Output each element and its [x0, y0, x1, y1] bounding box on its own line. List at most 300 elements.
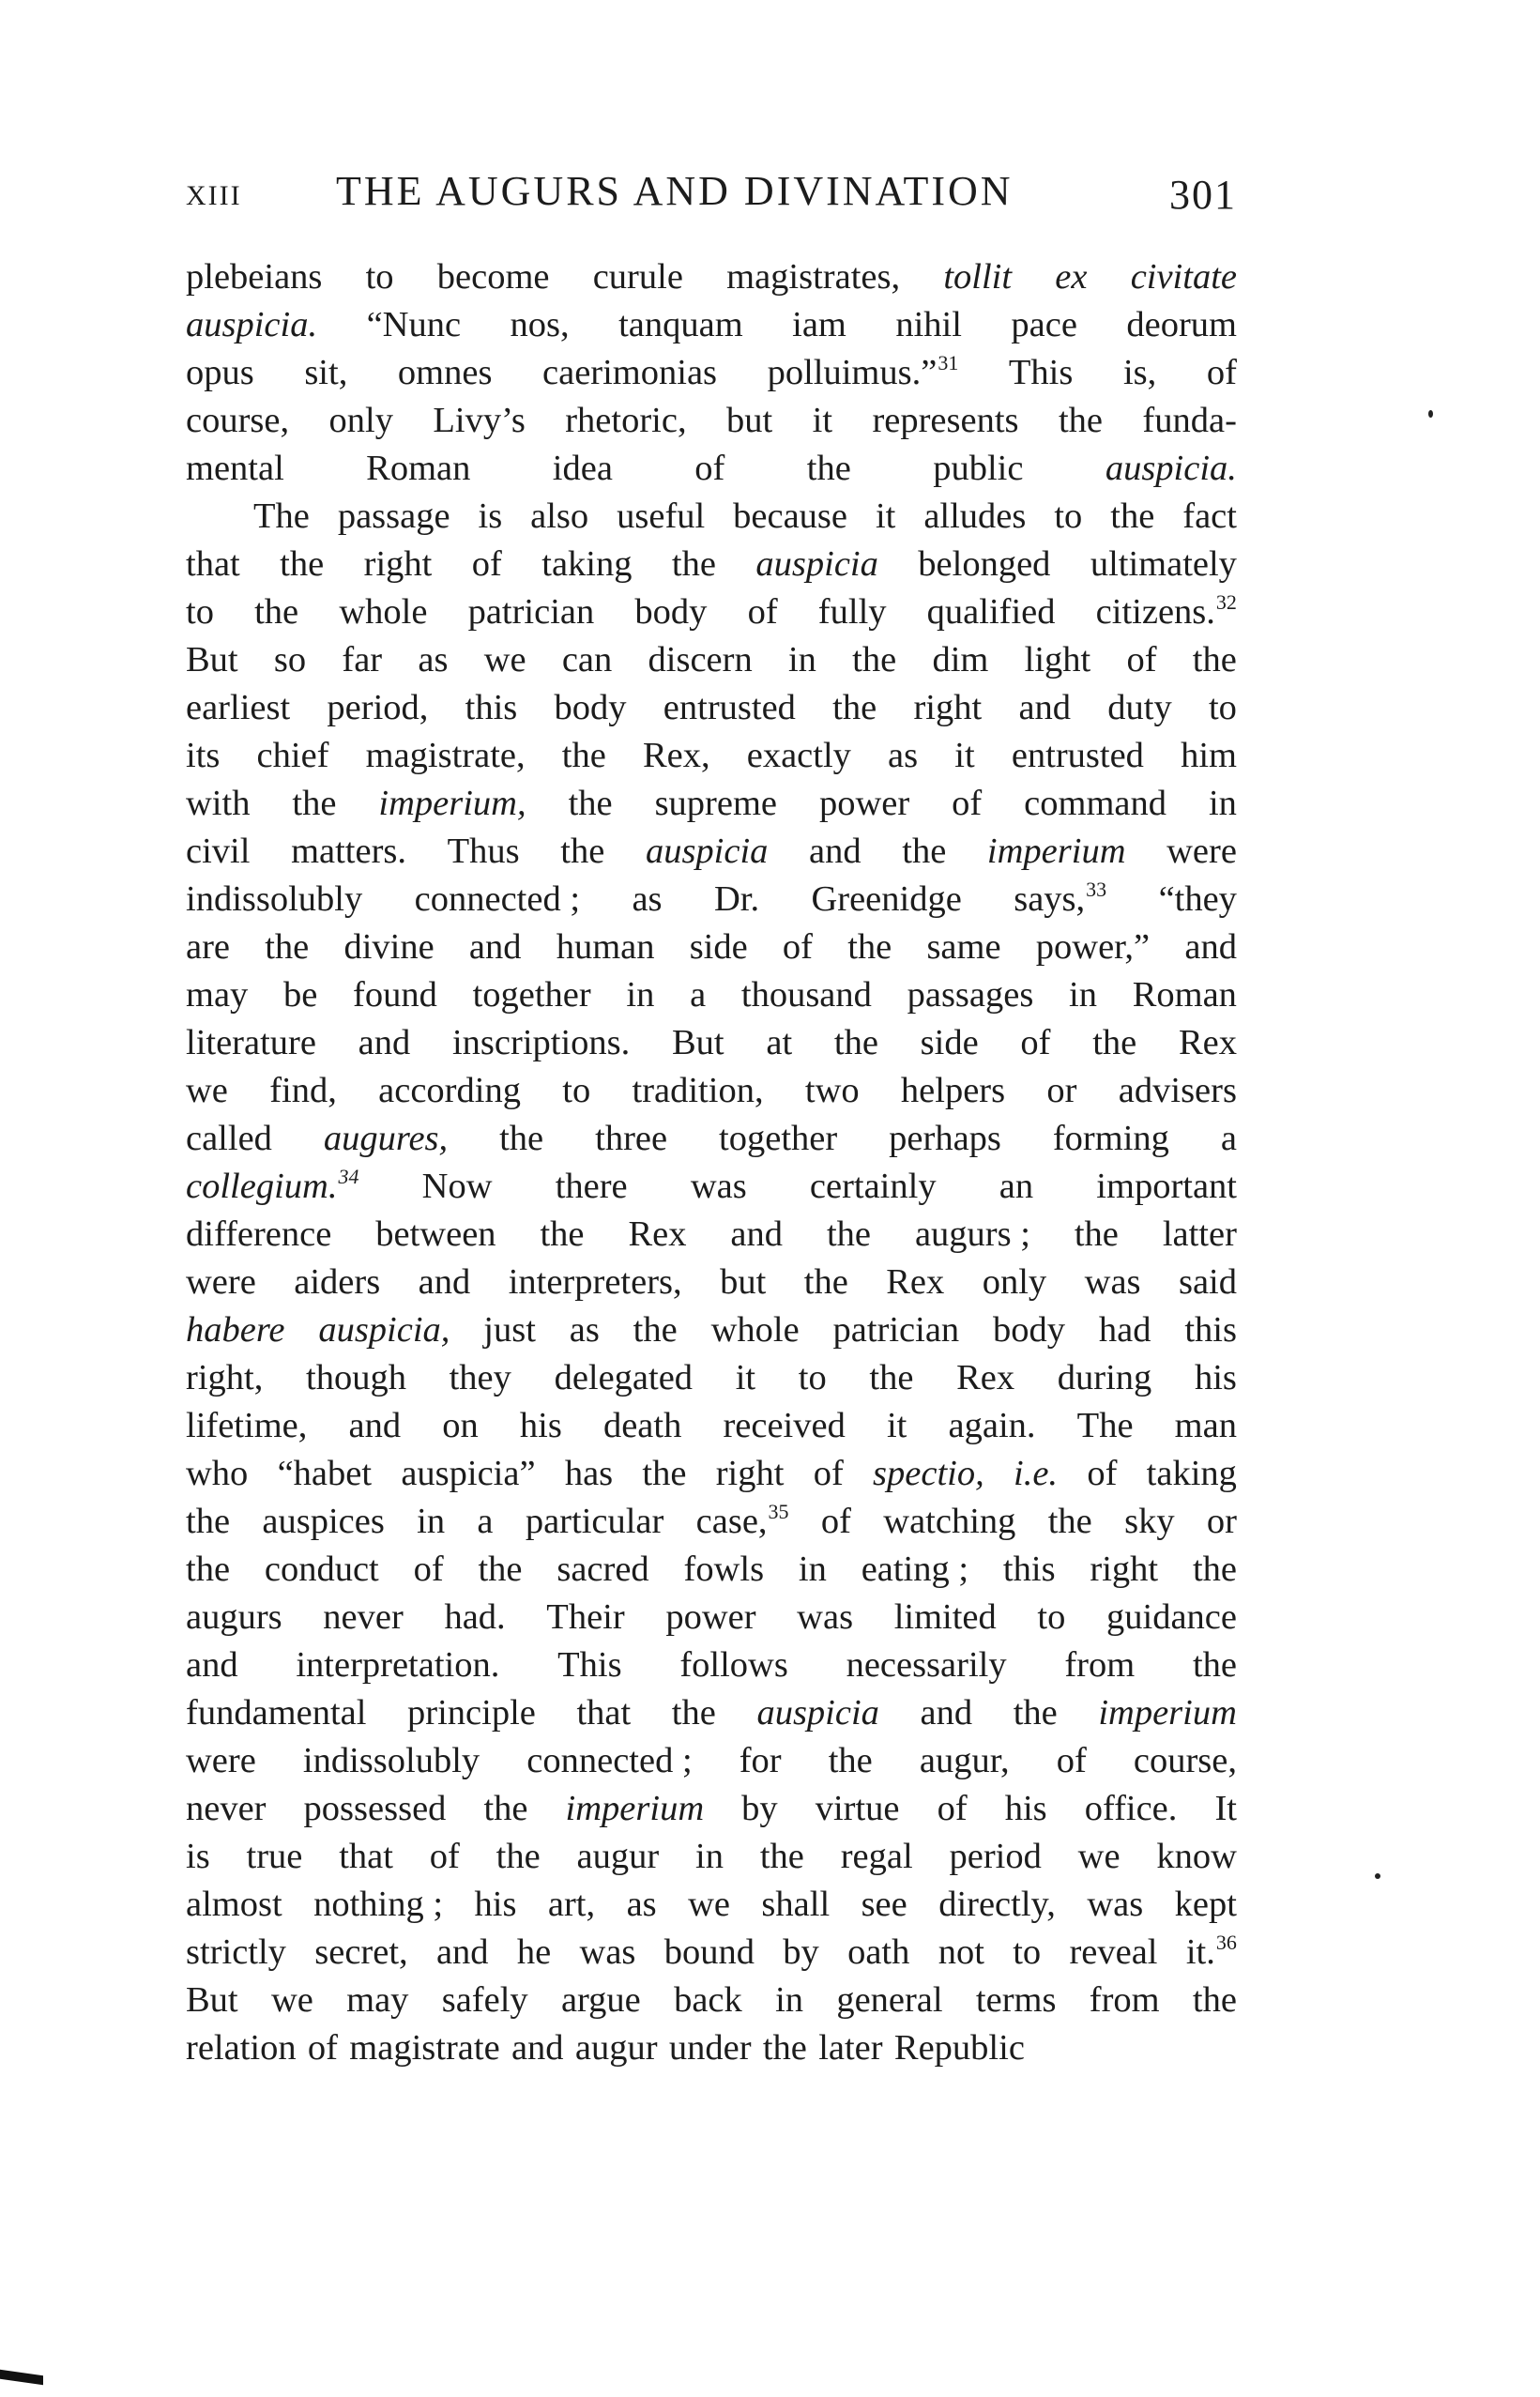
word-text: side — [920, 1023, 979, 1062]
word-text: conduct — [264, 1550, 379, 1589]
word-text: there — [555, 1167, 628, 1206]
word — [987, 828, 1126, 876]
text-line — [186, 876, 1237, 924]
word-text: and — [511, 2028, 564, 2068]
word-text: side — [689, 927, 748, 967]
word — [938, 1929, 984, 1977]
print-speck — [1428, 410, 1433, 418]
word — [883, 1498, 1015, 1546]
word-text: later — [818, 2028, 883, 2068]
footnote-ref: 31 — [938, 351, 959, 374]
word — [907, 971, 1034, 1019]
word — [186, 1881, 282, 1929]
word — [1078, 1833, 1121, 1881]
word-text: just — [483, 1310, 536, 1350]
word-text: that — [186, 544, 240, 584]
word-text: directly, — [938, 1885, 1056, 1924]
word — [1184, 924, 1237, 971]
word-text: auspicia — [755, 544, 878, 584]
word-text: on — [442, 1406, 479, 1445]
word-text: of — [471, 544, 502, 584]
word — [375, 1211, 496, 1259]
word — [805, 1067, 860, 1115]
word-text: qualified — [926, 592, 1056, 632]
word-text: as — [626, 1885, 657, 1924]
word-text: because — [733, 496, 848, 536]
word-text: the — [560, 832, 605, 871]
word — [1024, 780, 1166, 828]
word-text: iam — [792, 305, 846, 344]
word-text: be — [283, 975, 318, 1015]
word — [1193, 636, 1237, 684]
word-text: back — [674, 1980, 742, 2020]
word-text: the — [633, 1310, 678, 1350]
word-text: particular — [525, 1502, 664, 1541]
word — [186, 780, 250, 828]
word — [888, 732, 918, 780]
word — [1005, 1785, 1047, 1833]
text-line — [186, 971, 1237, 1019]
word — [741, 1785, 778, 1833]
word — [469, 924, 522, 971]
word-text: the — [1013, 1693, 1058, 1733]
word-text: almost — [186, 1885, 282, 1924]
word-text: together — [472, 975, 591, 1015]
text-line — [186, 1306, 1237, 1354]
word — [716, 1450, 785, 1498]
word-text: The — [253, 496, 310, 536]
word — [349, 2024, 499, 2072]
word — [1193, 1546, 1237, 1594]
word — [632, 876, 662, 924]
word-text: this — [1002, 1550, 1056, 1589]
word-text: the — [833, 1023, 878, 1062]
word-text: But — [672, 1023, 724, 1062]
word-text: three — [595, 1119, 668, 1158]
word — [1123, 349, 1156, 397]
word — [349, 1402, 402, 1450]
word — [560, 828, 604, 876]
word — [306, 1354, 406, 1402]
word-text: imperium — [565, 1789, 705, 1828]
word — [1098, 1689, 1237, 1737]
word-text: habere — [186, 1310, 285, 1350]
word — [1175, 1402, 1237, 1450]
word — [262, 1498, 384, 1546]
word-text: important — [1096, 1167, 1237, 1206]
text-line — [186, 1594, 1237, 1641]
word-text: Rex — [956, 1358, 1015, 1397]
word-text: to — [186, 592, 214, 632]
word — [1181, 732, 1237, 780]
word-text: thousand — [740, 975, 872, 1015]
word — [1059, 397, 1103, 445]
word-text: it. — [1185, 1932, 1215, 1972]
word — [921, 1019, 979, 1067]
word — [755, 541, 877, 588]
word-text: power,” — [1035, 927, 1151, 967]
word — [1009, 349, 1073, 397]
word-text: him — [1181, 736, 1237, 775]
word-text: Rex — [886, 1262, 945, 1302]
word — [566, 1785, 705, 1833]
word — [274, 636, 306, 684]
word — [499, 1115, 543, 1163]
word-text: with — [186, 784, 251, 823]
word-text: is — [186, 1837, 210, 1876]
word-text: connected ; — [526, 1741, 693, 1780]
word — [690, 924, 748, 971]
word-text: or — [1206, 1502, 1237, 1541]
word — [542, 349, 717, 397]
word-text: the — [1110, 496, 1155, 536]
word — [186, 445, 284, 493]
word-text: from — [1064, 1645, 1136, 1685]
word — [1221, 1115, 1237, 1163]
word — [1014, 1689, 1058, 1737]
word-text: ex — [1055, 257, 1088, 297]
scan-edge-mark — [0, 2370, 43, 2385]
word — [889, 1115, 1001, 1163]
word-text: to — [1054, 496, 1083, 536]
word — [642, 1450, 686, 1498]
word-text: may — [186, 975, 249, 1015]
word — [810, 1163, 937, 1211]
word-text: entrusted — [1011, 736, 1144, 775]
word-text: civil — [186, 832, 251, 871]
word-text: only — [328, 401, 393, 440]
word — [1057, 1737, 1087, 1785]
word-text: it — [812, 401, 833, 440]
word-text: indissolubly — [302, 1741, 480, 1780]
word-text: the — [568, 784, 613, 823]
word-text: auspicia” — [401, 1454, 536, 1493]
word — [186, 253, 322, 301]
word — [1014, 876, 1106, 924]
word — [353, 971, 437, 1019]
word — [913, 684, 982, 732]
word — [186, 588, 214, 636]
word — [437, 253, 550, 301]
word — [562, 1067, 590, 1115]
word-text: of — [1206, 353, 1237, 392]
word — [1175, 1881, 1237, 1929]
word-text: Roman — [366, 449, 471, 488]
word — [465, 684, 518, 732]
word-text: during — [1057, 1358, 1152, 1397]
word — [526, 1737, 692, 1785]
word-text: the — [499, 1119, 544, 1158]
word — [1090, 1546, 1158, 1594]
word — [821, 1498, 851, 1546]
word-text: is — [478, 496, 503, 536]
word-text: the — [478, 1550, 523, 1589]
word — [720, 1259, 766, 1306]
word — [1182, 493, 1237, 541]
word — [920, 1737, 1010, 1785]
word-text: dim — [932, 640, 989, 679]
word — [530, 493, 588, 541]
word-text: the — [496, 1837, 541, 1876]
word-text: man — [1174, 1406, 1237, 1445]
word-text: The — [1076, 1406, 1134, 1445]
word-text: opus — [186, 353, 254, 392]
word — [472, 541, 502, 588]
word-text: says, — [1014, 879, 1086, 919]
word-text: by — [783, 1932, 819, 1972]
word — [1133, 971, 1237, 1019]
word — [323, 1594, 404, 1641]
word-text: imperium, — [378, 784, 526, 823]
word-text: Rex — [1178, 1023, 1237, 1062]
word-text: Rex — [628, 1214, 687, 1254]
word — [296, 1641, 499, 1689]
word — [799, 1354, 827, 1402]
word — [1209, 780, 1237, 828]
word — [430, 1833, 460, 1881]
word — [999, 1163, 1033, 1211]
word — [186, 1019, 316, 1067]
word-text: of — [782, 927, 813, 967]
word-text: never — [323, 1597, 404, 1637]
word-text: collegium. — [186, 1167, 338, 1206]
word-text: connected ; — [414, 879, 581, 919]
word — [847, 1929, 909, 1977]
word — [556, 1163, 628, 1211]
word-text: its — [186, 736, 221, 775]
word — [1105, 445, 1237, 493]
word — [915, 1211, 1030, 1259]
word — [436, 1929, 489, 1977]
word-text: polluimus.” — [767, 353, 938, 392]
word-text: imperium — [986, 832, 1126, 871]
text-line — [186, 1546, 1237, 1594]
word — [303, 1737, 480, 1785]
word — [254, 588, 298, 636]
text-line — [186, 493, 1237, 541]
word — [1090, 541, 1237, 588]
word-text: the — [803, 1262, 848, 1302]
word — [832, 684, 877, 732]
word — [733, 493, 847, 541]
word — [819, 780, 909, 828]
word — [570, 1306, 600, 1354]
word — [450, 1354, 511, 1402]
word-text: command — [1024, 784, 1166, 823]
word-text: the — [671, 1693, 716, 1733]
word-text: the — [483, 1789, 528, 1828]
word — [655, 780, 777, 828]
word — [669, 2024, 752, 2072]
word-text: forming — [1052, 1119, 1169, 1158]
word — [280, 541, 324, 588]
word — [736, 1354, 755, 1402]
word-text: and — [358, 1023, 411, 1062]
footnote-ref: 35 — [768, 1500, 789, 1523]
word-text: it — [886, 1406, 907, 1445]
word-text: we — [1077, 1837, 1121, 1876]
word — [478, 1546, 522, 1594]
word — [338, 493, 450, 541]
word — [1193, 1641, 1237, 1689]
word — [818, 588, 887, 636]
word-text: the — [1192, 1980, 1237, 2020]
word-text: duty — [1107, 688, 1172, 727]
word — [740, 1737, 782, 1785]
word-text: the — [671, 544, 716, 584]
word — [576, 1689, 631, 1737]
word — [1058, 1354, 1152, 1402]
word — [520, 1402, 562, 1450]
word-text: delegated — [554, 1358, 694, 1397]
word-text: advisers — [1118, 1071, 1237, 1110]
word — [186, 541, 240, 588]
word — [540, 1211, 584, 1259]
word-text: spectio, — [873, 1454, 984, 1493]
word-text: as — [569, 1310, 600, 1350]
word — [366, 732, 526, 780]
word — [511, 301, 570, 349]
word-text: nothing ; — [313, 1885, 444, 1924]
word-text: right, — [186, 1358, 264, 1397]
text-line — [186, 1498, 1237, 1546]
word — [1163, 1211, 1237, 1259]
word — [804, 1259, 848, 1306]
word-text: found — [353, 975, 437, 1015]
word — [902, 828, 946, 876]
word-text: argue — [560, 1980, 641, 2020]
word — [726, 253, 900, 301]
text-line — [186, 445, 1237, 493]
word-text: human — [556, 927, 655, 967]
word — [343, 924, 434, 971]
word — [691, 1163, 747, 1211]
word-text: Thus — [447, 832, 520, 871]
word-text: literature — [186, 1023, 316, 1062]
word-text: of — [1020, 1023, 1051, 1062]
word — [933, 445, 1023, 493]
word — [1179, 1259, 1237, 1306]
word — [329, 397, 393, 445]
word-text: alludes — [923, 496, 1027, 536]
text-line — [186, 301, 1237, 349]
word — [664, 1929, 755, 1977]
word-text: at — [766, 1023, 793, 1062]
text-line — [186, 924, 1237, 971]
word-text: augur — [576, 1837, 660, 1876]
text-line — [186, 1689, 1237, 1737]
word-text: the — [292, 784, 337, 823]
word-text: magistrate, — [365, 736, 526, 775]
word-text: principle — [407, 1693, 536, 1733]
word-text: that — [576, 1693, 632, 1733]
word-text: guidance — [1106, 1597, 1237, 1637]
word-text: the — [826, 1214, 871, 1254]
word — [954, 732, 974, 780]
word — [763, 2024, 807, 2072]
word-text: the — [254, 592, 299, 632]
word — [1092, 1019, 1136, 1067]
word — [318, 1306, 450, 1354]
word-text: and — [418, 1262, 471, 1302]
word-text: had. — [444, 1597, 506, 1637]
word — [557, 1546, 648, 1594]
word — [415, 876, 580, 924]
word-text: the — [265, 927, 310, 967]
word — [829, 1737, 873, 1785]
word — [562, 732, 606, 780]
word — [1085, 1785, 1178, 1833]
text-line — [186, 1259, 1237, 1306]
word-text: right — [1090, 1550, 1159, 1589]
word-text: of — [813, 1454, 844, 1493]
word-text: possessed — [303, 1789, 447, 1828]
word — [595, 1115, 667, 1163]
word — [1046, 1067, 1076, 1115]
word — [292, 780, 336, 828]
word — [1085, 1259, 1141, 1306]
word-text: from — [1089, 1980, 1160, 2020]
word-text: a — [1220, 1119, 1237, 1158]
word — [419, 1259, 471, 1306]
word — [633, 1067, 764, 1115]
word-text: strictly — [186, 1932, 286, 1972]
word — [1075, 1211, 1119, 1259]
running-title: THE AUGURS AND DIVINATION — [336, 168, 1014, 214]
word — [417, 1498, 445, 1546]
word-text: of — [820, 1502, 851, 1541]
word — [414, 1546, 444, 1594]
word — [1156, 1833, 1237, 1881]
word-text: the — [828, 1741, 873, 1780]
word-text: tradition, — [632, 1071, 764, 1110]
word — [695, 1833, 724, 1881]
word-text: received — [723, 1406, 846, 1445]
word-text: auspices — [262, 1502, 385, 1541]
word-text: true — [246, 1837, 303, 1876]
word-text: Dr. — [713, 879, 760, 919]
word — [956, 1354, 1014, 1402]
word-text: the — [540, 1214, 585, 1254]
word — [993, 1306, 1065, 1354]
word — [674, 1977, 742, 2024]
word-text: mental — [186, 449, 284, 488]
word — [814, 1450, 844, 1498]
word — [186, 684, 290, 732]
word-text: in — [787, 640, 816, 679]
text-line — [186, 1881, 1237, 1929]
word — [452, 1019, 630, 1067]
text-line — [186, 349, 1237, 397]
word — [378, 1067, 521, 1115]
word-text: in — [417, 1502, 446, 1541]
word — [565, 397, 686, 445]
word-text: has — [564, 1454, 614, 1493]
word — [921, 1689, 973, 1737]
word — [278, 1450, 372, 1498]
word-text: power — [665, 1597, 756, 1637]
word — [308, 2024, 338, 2072]
word — [869, 1354, 913, 1402]
word-text: body — [554, 688, 627, 727]
word — [1147, 1450, 1237, 1498]
word-text: watching — [883, 1502, 1016, 1541]
word-text: are — [186, 927, 230, 967]
word — [253, 493, 310, 541]
word — [444, 1594, 505, 1641]
word-text: taking — [1146, 1454, 1237, 1493]
word-text: it — [954, 736, 975, 775]
